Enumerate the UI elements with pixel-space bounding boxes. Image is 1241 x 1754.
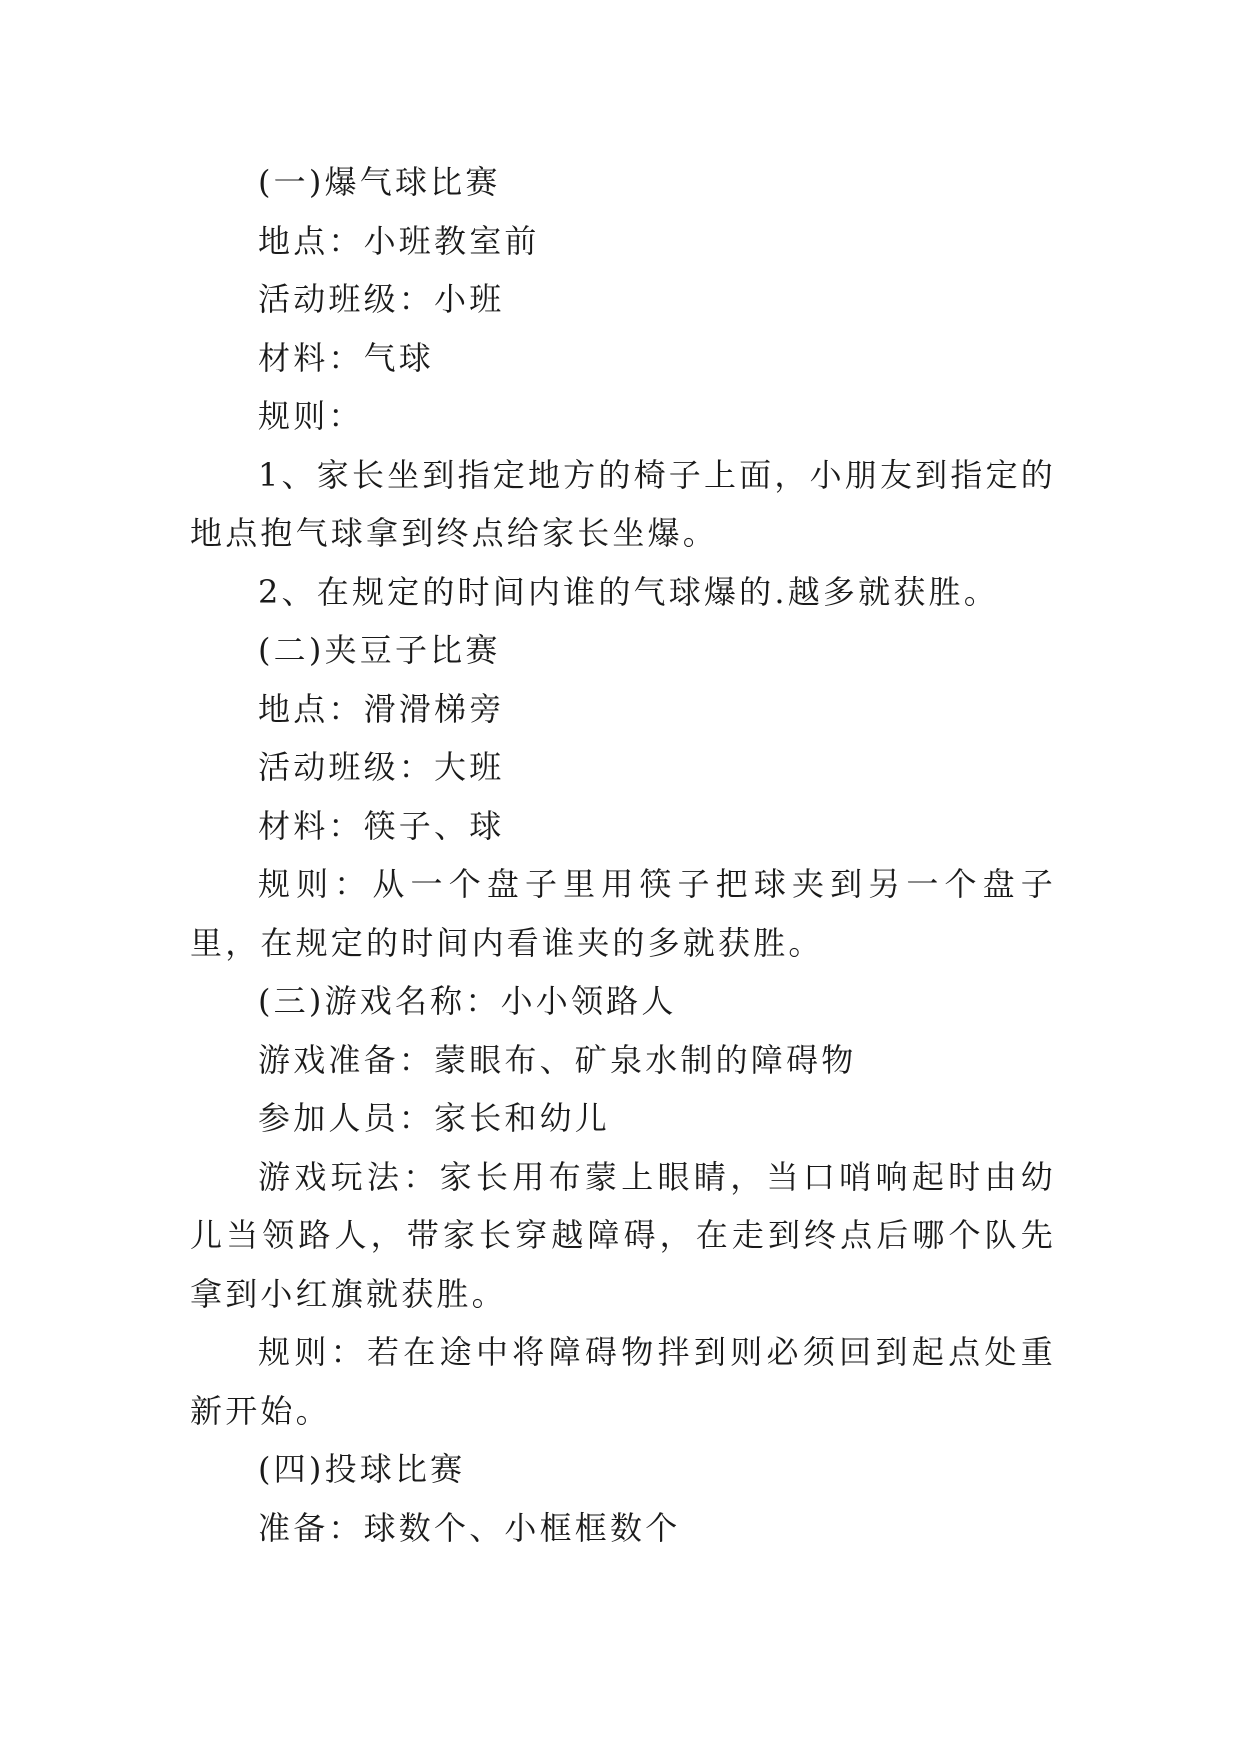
section-2-materials: 材料：筷子、球 bbox=[258, 806, 505, 845]
section-3-heading: (三)游戏名称：小小领路人 bbox=[258, 982, 677, 1020]
section-3-rules: 规则：若在途中将障碍物拌到则必须回到起点处重新开始。 bbox=[190, 1333, 1056, 1430]
section-2-heading: (二)夹豆子比赛 bbox=[258, 631, 501, 669]
section-1-location: 地点：小班教室前 bbox=[258, 221, 540, 260]
section-1-rule-1: 1、家长坐到指定地方的椅子上面，小朋友到指定的地点抱气球拿到终点给家长坐爆。 bbox=[190, 455, 1056, 552]
section-4-preparation: 准备：球数个、小框框数个 bbox=[258, 1508, 681, 1547]
section-1-rule-2: 2、在规定的时间内谁的气球爆的.越多就获胜。 bbox=[258, 572, 999, 611]
section-3-participants: 参加人员：家长和幼儿 bbox=[258, 1099, 611, 1137]
section-2-location: 地点：滑滑梯旁 bbox=[258, 689, 505, 728]
document-body bbox=[190, 153, 1056, 1557]
section-3-gameplay: 游戏玩法：家长用布蒙上眼睛，当口哨响起时由幼儿当领路人，带家长穿越障碍，在走到终点后哪个队先拿到小红旗就获胜。 bbox=[190, 1157, 1056, 1313]
section-1-rules-label: 规则： bbox=[258, 397, 364, 435]
section-1-materials: 材料：气球 bbox=[258, 338, 435, 377]
section-4-heading: (四)投球比赛 bbox=[258, 1450, 466, 1488]
section-3-preparation: 游戏准备：蒙眼布、矿泉水制的障碍物 bbox=[258, 1040, 857, 1079]
section-2-rules: 规则：从一个盘子里用筷子把球夹到另一个盘子里，在规定的时间内看谁夹的多就获胜。 bbox=[190, 865, 1056, 962]
section-2-class: 活动班级：大班 bbox=[258, 748, 505, 786]
section-1-heading: (一)爆气球比赛 bbox=[258, 163, 501, 201]
section-1-class: 活动班级：小班 bbox=[258, 280, 505, 318]
